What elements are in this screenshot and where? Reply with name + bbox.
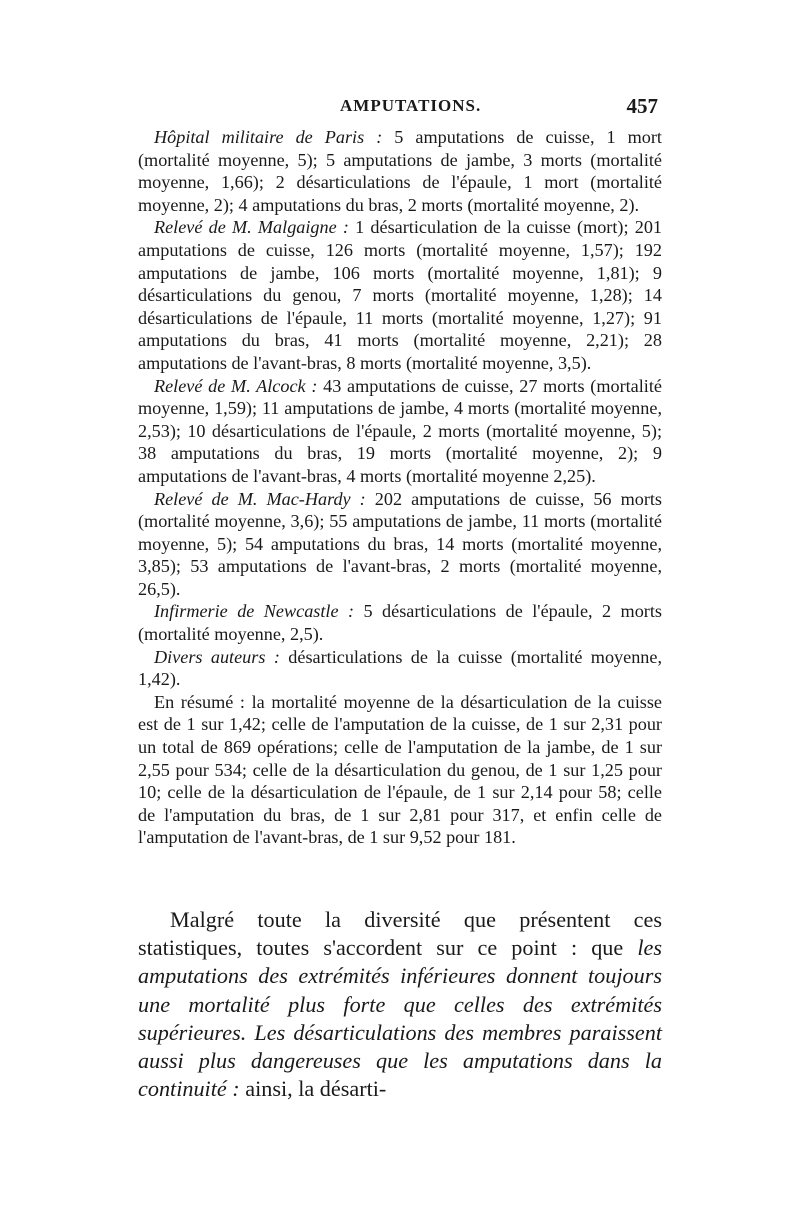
source-label: Infirmerie de Newcastle : bbox=[154, 601, 355, 622]
paragraph-body: 202 amputations de cuisse, 56 morts (mortalité moyenne, 3,6); 55 amputations de jambe, 11 morts (mortalité moyenne, 5); 54 amputations du bras, 14 morts (mortalité moyenne, 3,85); 53 amputations de l'avant-bras, 2 morts (mortalité moyenne, 26,5). bbox=[138, 488, 663, 599]
paragraph-body: 1 désarticulation de la cuisse (mort); 201 amputations de cuisse, 126 morts (mortalité moyenne, 1,57); 192 amputations de jambe, 106 morts (mortalité moyenne, 1,81); 9 désarticulations du genou, 7 morts (mortalité moyenne, 1,28); 14 désarticulations de l'épaule, 11 morts (mortalité moyenne, 1,27); 91 amputations du bras, 41 morts (mortalité moyenne, 2,21); 28 amputations de l'avant-bras, 8 morts (mortalité moyenne, 3,5). bbox=[138, 217, 663, 373]
paragraph-body: 5 amputations de cuisse, 1 mort (mortalité moyenne, 5); 5 amputations de jambe, 3 morts (mortalité moyenne, 1,66); 2 désarticulations de l'épaule, 1 mort (mortalité moyenne, 2); 4 amputations du bras, 2 morts (mortalité moyenne, 2). bbox=[138, 127, 662, 215]
paragraph-body: 5 désarticulations de l'épaule, 2 morts (mortalité moyenne, 2,5). bbox=[138, 601, 662, 645]
conclusion-text: Malgré toute la diversité que présentent ces statistiques, toutes s'accordent sur ce point : que bbox=[138, 907, 662, 961]
source-label: Divers auteurs : bbox=[154, 646, 280, 667]
page-number: 457 bbox=[626, 94, 658, 118]
statistics-section bbox=[138, 126, 662, 849]
source-label: Relevé de M. Malgaigne : bbox=[154, 217, 349, 238]
source-label: Hôpital militaire de Paris : bbox=[154, 127, 383, 147]
paragraph-mac-hardy bbox=[138, 488, 662, 601]
paragraph-resume bbox=[138, 691, 662, 849]
paragraph-body: désarticulations de la cuisse (mortalité moyenne, 1,42). bbox=[138, 646, 663, 690]
paragraph-body: En résumé : la mortalité moyenne de la désarticulation de la cuisse est de 1 sur 1,42; celle de l'amputation de la cuisse, de 1 sur 2,31 pour un total de 869 opérations; celle de l'amputation de la jambe, de 1 sur 2,55 pour 534; celle de la désarticulation du genou, de 1 sur 1,25 pour 10; celle de la désarticulation de l'épaule, de 1 sur 2,14 pour 58; celle de l'amputation du bras, de 1 sur 2,81 pour 317, et enfin celle de l'amputation de l'avant-bras, de 1 sur 9,52 pour 181. bbox=[138, 691, 662, 848]
paragraph-newcastle bbox=[138, 600, 662, 645]
running-title: AMPUTATIONS. bbox=[340, 96, 482, 115]
page-header bbox=[138, 94, 658, 120]
paragraph-hopital-militaire bbox=[138, 126, 662, 216]
paragraph-body: 43 amputations de cuisse, 27 morts (mortalité moyenne, 1,59); 11 amputations de jambe, 4 morts (mortalité moyenne, 2,53); 10 désarticulations de l'épaule, 2 morts (mortalité moyenne, 5); 38 amputations du bras, 19 morts (mortalité moyenne, 2); 9 amputations de l'avant-bras, 4 morts (mortalité moyenne 2,25). bbox=[138, 375, 662, 486]
paragraph-divers-auteurs bbox=[138, 646, 662, 691]
paragraph-alcock bbox=[138, 375, 662, 488]
source-label: Relevé de M. Mac-Hardy : bbox=[154, 488, 366, 509]
conclusion-paragraph bbox=[138, 906, 662, 1103]
source-label: Relevé de M. Alcock : bbox=[154, 375, 318, 396]
conclusion-tail: ainsi, la désarti- bbox=[239, 1076, 387, 1102]
conclusion-emphasis: les amputations des extrémités inférieures donnent toujours une mortalité plus forte que celles des extrémités supérieures. Les désarticulations des membres paraissent aussi plus dangereuses que les amputations dans la continuité : bbox=[138, 935, 662, 1102]
paragraph-malgaigne bbox=[138, 216, 662, 374]
conclusion-section bbox=[138, 906, 662, 1103]
